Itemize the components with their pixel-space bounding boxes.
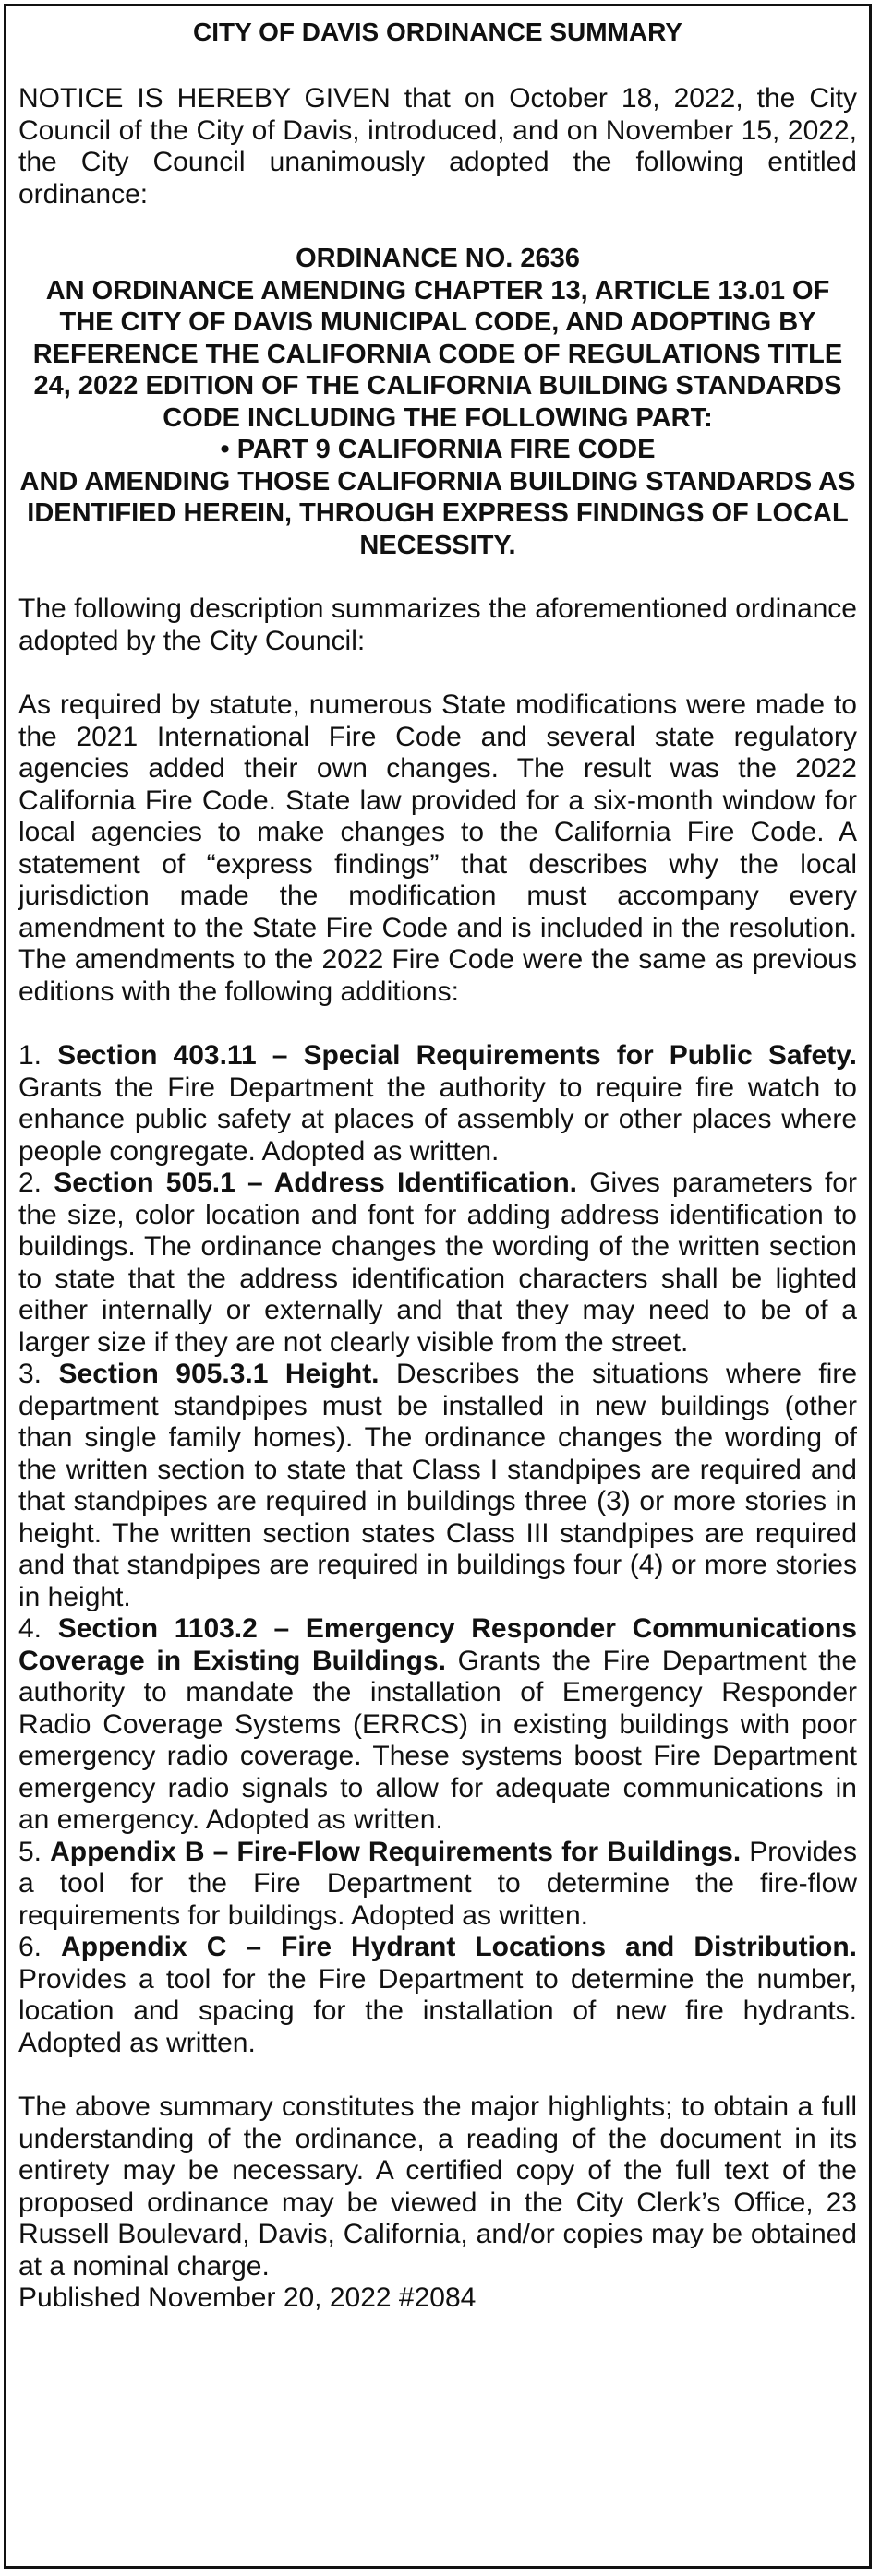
intro-paragraph: NOTICE IS HEREBY GIVEN that on October 18, 2022, the City Council of the City of Davis, introduced, and on November 15, 2022, the City Council unanimously adopted the following entitled ordinance: bbox=[18, 83, 857, 210]
spacer bbox=[18, 2059, 857, 2091]
amendment-item bbox=[18, 1613, 857, 1837]
amendment-text: Provides a tool for the Fire Department to determine the number, location and spacing for the installation of new fire hydrants. Adopted as written. bbox=[18, 1963, 857, 2058]
spacer bbox=[18, 561, 857, 593]
amendments-list bbox=[18, 1040, 857, 2059]
amendment-heading: Section 1103.2 – Emergency Responder Communications Coverage in Existing Buildings. bbox=[18, 1613, 857, 1676]
ordinance-heading bbox=[18, 243, 857, 561]
amendment-heading: Section 905.3.1 Height. bbox=[58, 1359, 380, 1389]
amendment-number: 4. bbox=[18, 1613, 42, 1644]
amendment-item bbox=[18, 1040, 857, 1168]
ordinance-number: ORDINANCE NO. 2636 bbox=[296, 244, 580, 273]
amendment-text: Provides a tool for the Fire Department to determine the fire-flow requirements for buildings. Adopted as written. bbox=[18, 1836, 857, 1931]
amendment-item bbox=[18, 1837, 857, 1933]
amendment-number: 3. bbox=[18, 1359, 42, 1389]
description-body: As required by statute, numerous State modifications were made to the 2021 International Fire Code and several state regulatory agencies added their own changes. The result was the 2022 California Fire Code. State law provided for a six-month window for local agencies to make changes to the California Fire Code. A statement of “express findings” that describes why the local jurisdiction made the modification must accompany every amendment to the State Fire Code and is included in the resolution. The amendments to the 2022 Fire Code were the same as previous editions with the following additions: bbox=[18, 689, 857, 1007]
amendment-item bbox=[18, 1932, 857, 2059]
spacer bbox=[18, 50, 857, 83]
spacer bbox=[18, 657, 857, 689]
notice-title: CITY OF DAVIS ORDINANCE SUMMARY bbox=[193, 18, 682, 46]
amendment-number: 2. bbox=[18, 1168, 42, 1198]
amendment-number: 5. bbox=[18, 1836, 42, 1867]
publication-line: Published November 20, 2022 #2084 bbox=[18, 2282, 477, 2313]
amendment-text: Grants the Fire Department the authority to require fire watch to enhance public safety at places of assembly or other places where people congregate. Adopted as written. bbox=[18, 1072, 857, 1167]
amendment-text: Describes the situations where fire department standpipes must be installed in new buildings (other than single family homes). The ordinance changes the wording of the written section to state that Class I standpipes are required and that standpipes are required in buildings three (3) or more stories in height. The written section states Class III standpipes are required and that standpipes are required in buildings four (4) or more stories in height. bbox=[18, 1359, 858, 1612]
amendment-heading: Section 403.11 – Special Requirements for Public Safety. bbox=[57, 1040, 857, 1071]
description-intro: The following description summarizes the aforementioned ordinance adopted by the City Council: bbox=[18, 593, 857, 656]
amendment-number: 6. bbox=[18, 1932, 42, 1962]
ordinance-title-line-1: AN ORDINANCE AMENDING CHAPTER 13, ARTICLE 13.01 OF THE CITY OF DAVIS MUNICIPAL CODE, AND ADOPTING BY REFERENCE THE CALIFORNIA CODE OF REGULATIONS TITLE 24, 2022 EDITION OF THE CALIFORNIA BUILDING STANDARDS CODE INCLUDING THE FOLLOWING PART: bbox=[32, 275, 843, 433]
legal-notice-box bbox=[4, 4, 872, 2569]
amendment-heading: Appendix C – Fire Hydrant Locations and Distribution. bbox=[61, 1932, 857, 1962]
amendment-text: Grants the Fire Department the authority to mandate the installation of Emergency Responder Radio Coverage Systems (ERRCS) in existing buildings with poor emergency radio coverage. These systems boost Fire Department emergency radio signals to allow for adequate communications in an emergency. Adopted as written. bbox=[18, 1645, 858, 1835]
amendment-text: Gives parameters for the size, color location and font for adding address identification to buildings. The ordinance changes the wording of the written section to state that the address identification characters shall be lighted either internally or externally and that they may need to be of a larger size if they are not clearly visible from the street. bbox=[18, 1168, 857, 1358]
amendment-heading: Appendix B – Fire-Flow Requirements for Buildings. bbox=[50, 1836, 742, 1867]
amendment-number: 1. bbox=[18, 1040, 42, 1071]
amendment-heading: Section 505.1 – Address Identification. bbox=[54, 1168, 577, 1198]
closing-paragraph: The above summary constitutes the major highlights; to obtain a full understanding of the ordinance, a reading of the document in its entirety may be necessary. A certified copy of the full text of the proposed ordinance may be viewed in the City Clerk’s Office, 23 Russell Boulevard, Davis, California, and/or copies may be obtained at a nominal charge. bbox=[18, 2091, 857, 2282]
amendment-item bbox=[18, 1168, 857, 1359]
ordinance-title-line-2: AND AMENDING THOSE CALIFORNIA BUILDING STANDARDS AS IDENTIFIED HEREIN, THROUGH EXPRESS FINDINGS OF LOCAL NECESSITY. bbox=[19, 466, 856, 560]
ordinance-bullet: • PART 9 CALIFORNIA FIRE CODE bbox=[220, 435, 656, 464]
spacer bbox=[18, 210, 857, 243]
spacer bbox=[18, 1008, 857, 1040]
amendment-item bbox=[18, 1359, 857, 1613]
